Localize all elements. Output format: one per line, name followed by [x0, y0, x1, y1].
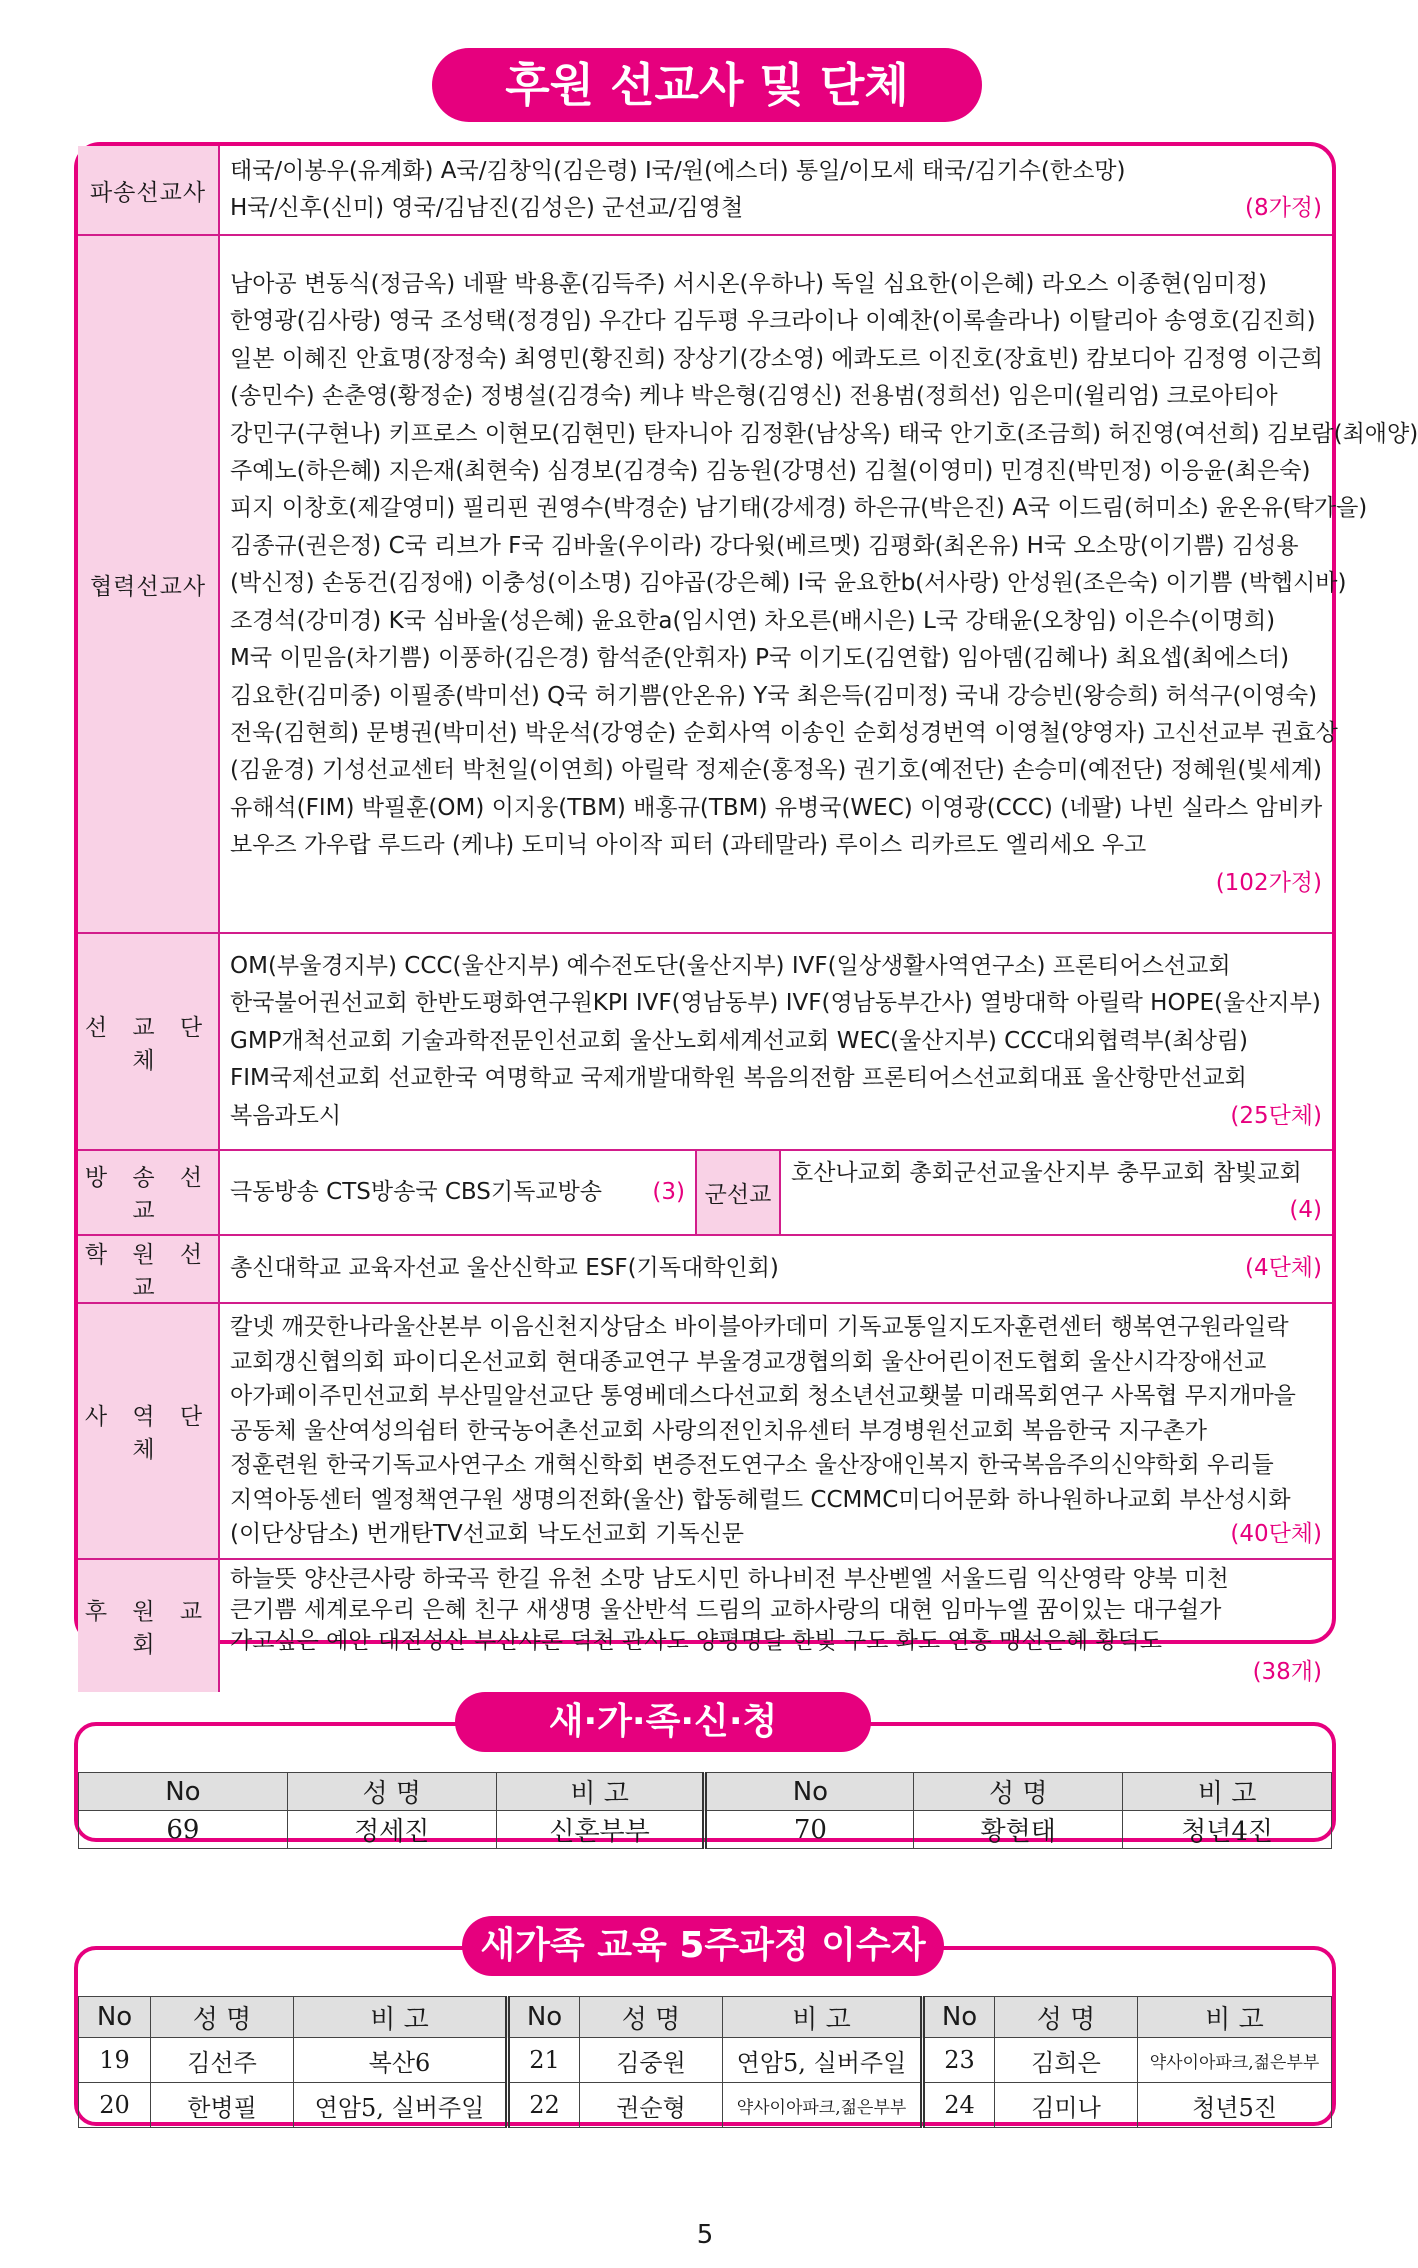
text-line: 극동방송 CTS방송국 CBS기독교방송 (3): [230, 1174, 685, 1211]
table-cell: 황현태: [914, 1811, 1123, 1849]
text-line: (박신정) 손동건(김정애) 이충성(이소명) 김야곱(강은혜) I국 윤요한b(서사랑) 안성원(조은숙) 이기쁨 (박헵시바): [230, 570, 1347, 597]
table-cell: 정세진: [287, 1811, 496, 1849]
section-label: 후 원 교 회: [78, 1559, 219, 1692]
table-cell: 22: [508, 2083, 580, 2128]
section-content: [219, 1559, 1332, 1692]
count-label: (40단체): [1230, 1521, 1322, 1548]
text-line: 보우즈 가우랍 루드라 (케냐) 도미닉 아이작 피터 (과테말라) 루이스 리카르도 엘리세오 우고: [230, 832, 1147, 859]
page-number: 5: [696, 2220, 714, 2250]
section-content: [219, 1303, 1332, 1559]
table-cell: 23: [923, 2038, 995, 2083]
text-line: 아가페이주민선교회 부산밀알선교단 통영베데스다선교회 청소년선교횃불 미래목회연구 사목협 무지개마을: [230, 1383, 1296, 1410]
text-line: GMP개척선교회 기술과학전문인선교회 울산노회세계선교회 WEC(울산지부) CCC대외협력부(최상림): [230, 1027, 1249, 1054]
section-label: 파송선교사: [78, 146, 219, 235]
table-cell: 김희은: [995, 2038, 1138, 2083]
text-line: 정훈련원 한국기독교사연구소 개혁신학회 변증전도연구소 울산장애인복지 한국복음주의신약학회 우리들: [230, 1452, 1274, 1479]
column-header: 성 명: [287, 1773, 496, 1811]
text-line: 일본 이혜진 안효명(장정숙) 최영민(황진희) 장상기(강소영) 에콰도르 이진호(장효빈) 캄보디아 김정영 이근희: [230, 345, 1323, 372]
sub-section-content: [780, 1150, 1332, 1235]
text-line: 한영광(김사랑) 영국 조성택(정경임) 우간다 김두평 우크라이나 이예찬(이록솔라나) 이탈리아 송영호(김진희): [230, 308, 1316, 335]
section-content: [219, 146, 1332, 235]
column-header: No: [508, 1997, 580, 2038]
text-line: 복음과도시 (25단체): [230, 1098, 1322, 1135]
table-header-row: [79, 1773, 1332, 1811]
table-cell: 한병필: [151, 2083, 294, 2128]
section-row: [78, 146, 1332, 235]
text-line: M국 이믿음(차기쁨) 이풍하(김은경) 함석준(안휘자) P국 이기도(김연합) 임아뎀(김혜나) 최요셉(최에스더): [230, 645, 1290, 672]
table-row: [79, 1811, 1332, 1849]
text-line: 유해석(FIM) 박필훈(OM) 이지웅(TBM) 배홍규(TBM) 유병국(WEC) 이영광(CCC) (네팔) 나빈 실라스 암비카: [230, 794, 1323, 821]
column-header: No: [923, 1997, 995, 2038]
table-cell: 김중원: [580, 2038, 723, 2083]
text-line: 큰기쁨 세계로우리 은혜 친구 새생명 울산반석 드림의 교하사랑의 대현 임마누엘 꿈이있는 대구쉴가: [230, 1596, 1222, 1623]
table-cell: 권순형: [580, 2083, 723, 2128]
table-cell: 약사이아파크,젊은부부: [1138, 2038, 1332, 2083]
text-line: 전욱(김현희) 문병권(박미선) 박운석(강영순) 순회사역 이송인 순회성경번역 이영철(양영자) 고신선교부 권효상: [230, 719, 1338, 746]
count-label: (4): [1289, 1197, 1322, 1224]
table-cell: 19: [79, 2038, 151, 2083]
text-line: 김요한(김미중) 이필종(박미선) Q국 허기쁨(안온유) Y국 최은득(김미정) 국내 강승빈(왕승희) 허석구(이영숙): [230, 682, 1318, 709]
text-line: 공동체 울산여성의쉼터 한국농어촌선교회 사랑의전인치유센터 부경병원선교회 복음한국 지구촌가: [230, 1417, 1208, 1444]
table-cell: 김선주: [151, 2038, 294, 2083]
section-row: [78, 1150, 1332, 1235]
column-header: No: [79, 1773, 288, 1811]
section-content: [219, 933, 1332, 1150]
table-cell: 21: [508, 2038, 580, 2083]
text-line: (이단상담소) 번개탄TV선교회 낙도선교회 기독신문 (40단체): [230, 1517, 1322, 1552]
table-cell: 청년5진: [1138, 2083, 1332, 2128]
text-line: 피지 이창호(제갈영미) 필리핀 권영수(박경순) 남기태(강세경) 하은규(박은진) A국 이드림(허미소) 윤온유(탁가을): [230, 495, 1368, 522]
text-line: 호산나교회 총회군선교울산지부 충무교회 참빛교회 (4): [791, 1155, 1322, 1192]
text-line: 총신대학교 교육자선교 울산신학교 ESF(기독대학인회) (4단체): [230, 1250, 1322, 1287]
count-label: (8가정): [1244, 195, 1322, 221]
table-cell: 20: [79, 2083, 151, 2128]
table-header-row: [79, 1997, 1332, 2038]
table-cell: 69: [79, 1811, 288, 1849]
count-label: (25단체): [1230, 1102, 1322, 1129]
table-cell: 70: [705, 1811, 914, 1849]
text-line: H국/신후(신미) 영국/김남진(김성은) 군선교/김영철 (8가정): [230, 190, 1322, 227]
text-line: 지역아동센터 엘정책연구원 생명의전화(울산) 합동헤럴드 CCMMC미디어문화 하나원하나교회 부산성시화: [230, 1486, 1291, 1513]
section-label: 선 교 단 체: [78, 933, 219, 1150]
text-line: OM(부울경지부) CCC(울산지부) 예수전도단(울산지부) IVF(일상생활사역연구소) 프론티어스선교회: [230, 952, 1231, 979]
text-line: 하늘뜻 양산큰사랑 하국곡 한길 유천 소망 남도시민 하나비전 부산벧엘 서울드림 익산영락 양북 미천: [230, 1565, 1229, 1592]
text-line: 교회갱신협의회 파이디온선교회 현대종교연구 부울경교갱협의회 울산어린이전도협회 울산시각장애선교: [230, 1348, 1267, 1375]
table-row: [79, 2083, 1332, 2128]
section-row: [78, 1303, 1332, 1559]
text-line: 남아공 변동식(정금옥) 네팔 박용훈(김득주) 서시온(우하나) 독일 심요한(이은혜) 라오스 이종현(임미정): [230, 271, 1267, 298]
text-line: FIM국제선교회 선교한국 여명학교 국제개발대학원 복음의전함 프론티어스선교회대표 울산항만선교회: [230, 1065, 1247, 1092]
education-table: [78, 1996, 1332, 2128]
new-family-table: [78, 1772, 1332, 1849]
section-row: [78, 1235, 1332, 1303]
text-line: 강민구(구현나) 키프로스 이현모(김현민) 탄자니아 김정환(남상옥) 태국 안기호(조금희) 허진영(여선희) 김보람(최애양): [230, 420, 1418, 447]
section-label: 학 원 선 교: [78, 1235, 219, 1303]
sub-section-label: 군선교: [696, 1150, 780, 1235]
table-cell: 연암5, 실버주일: [294, 2083, 508, 2128]
column-header: 성 명: [995, 1997, 1138, 2038]
count-label: (4단체): [1244, 1255, 1322, 1282]
text-line: 주예노(하은혜) 지은재(최현숙) 심경보(김경숙) 김농원(강명선) 김철(이영미) 민경진(박민정) 이응윤(최은숙): [230, 458, 1311, 485]
table-cell: 김미나: [995, 2083, 1138, 2128]
education-title: 새가족 교육 5주과정 이수자: [462, 1916, 944, 1976]
column-header: No: [705, 1773, 914, 1811]
column-header: 비 고: [723, 1997, 923, 2038]
text-line: 김종규(권은정) C국 리브가 F국 김바울(우이라) 강다윗(베르멧) 김평화(최온유) H국 오소망(이기쁨) 김성용: [230, 532, 1299, 559]
column-header: 비 고: [294, 1997, 508, 2038]
page-title: 후원 선교사 및 단체: [432, 48, 982, 122]
text-line: 태국/이봉우(유계화) A국/김창익(김은령) I국/원(에스더) 통일/이모세 태국/김기수(한소망): [230, 157, 1126, 184]
column-header: 비 고: [1123, 1773, 1332, 1811]
section-row: [78, 933, 1332, 1150]
missionary-support-panel: [74, 142, 1418, 1685]
text-line: (김윤경) 기성선교센터 박천일(이연희) 아릴락 정제순(홍정옥) 권기호(예전단) 손승미(예전단) 정혜원(빛세계): [230, 757, 1323, 784]
section-content: [219, 1150, 696, 1235]
text-line: 조경석(강미경) K국 심바울(성은혜) 윤요한a(임시연) 차오른(배시은) L국 강태윤(오창임) 이은수(이명희): [230, 607, 1276, 634]
section-label: 협력선교사: [78, 235, 219, 933]
section-label: 방 송 선 교: [78, 1150, 219, 1235]
text-line: 가고싶은 예안 대전성산 부산샤론 덕천 관사도 양평명달 한빛 구도 화도 연홍 맹선은혜 황덕도: [230, 1627, 1163, 1654]
table-cell: 24: [923, 2083, 995, 2128]
count-label: (102가정): [1215, 869, 1322, 896]
text-line: 한국불어권선교회 한반도평화연구원KPI IVF(영남동부) IVF(영남동부간사) 열방대학 아릴락 HOPE(울산지부): [230, 990, 1321, 1017]
column-header: 비 고: [1138, 1997, 1332, 2038]
column-header: 성 명: [151, 1997, 294, 2038]
table-row: [79, 2038, 1332, 2083]
section-label: 사 역 단 체: [78, 1303, 219, 1559]
text-line: 칼넷 깨끗한나라울산본부 이음신천지상담소 바이블아카데미 기독교통일지도자훈련센터 행복연구원라일락: [230, 1314, 1289, 1341]
table-cell: 청년4진: [1123, 1811, 1332, 1849]
table-cell: 연암5, 실버주일: [723, 2038, 923, 2083]
column-header: 비 고: [496, 1773, 705, 1811]
table-cell: 약사이아파크,젊은부부: [723, 2083, 923, 2128]
count-label: (38개): [1252, 1658, 1322, 1685]
table-cell: 신혼부부: [496, 1811, 705, 1849]
section-content: [219, 1235, 1332, 1303]
column-header: 성 명: [914, 1773, 1123, 1811]
count-label: (3): [652, 1178, 685, 1205]
column-header: 성 명: [580, 1997, 723, 2038]
section-row: [78, 1559, 1332, 1692]
section-content: [219, 235, 1418, 933]
new-family-title: 새·가·족·신·청: [455, 1692, 871, 1752]
column-header: No: [79, 1997, 151, 2038]
section-row: [78, 235, 1332, 933]
table-cell: 복산6: [294, 2038, 508, 2083]
text-line: (송민수) 손춘영(황정순) 정병설(김경숙) 케냐 박은형(김영신) 전용범(정희선) 임은미(윌리엄) 크로아티아: [230, 383, 1278, 410]
